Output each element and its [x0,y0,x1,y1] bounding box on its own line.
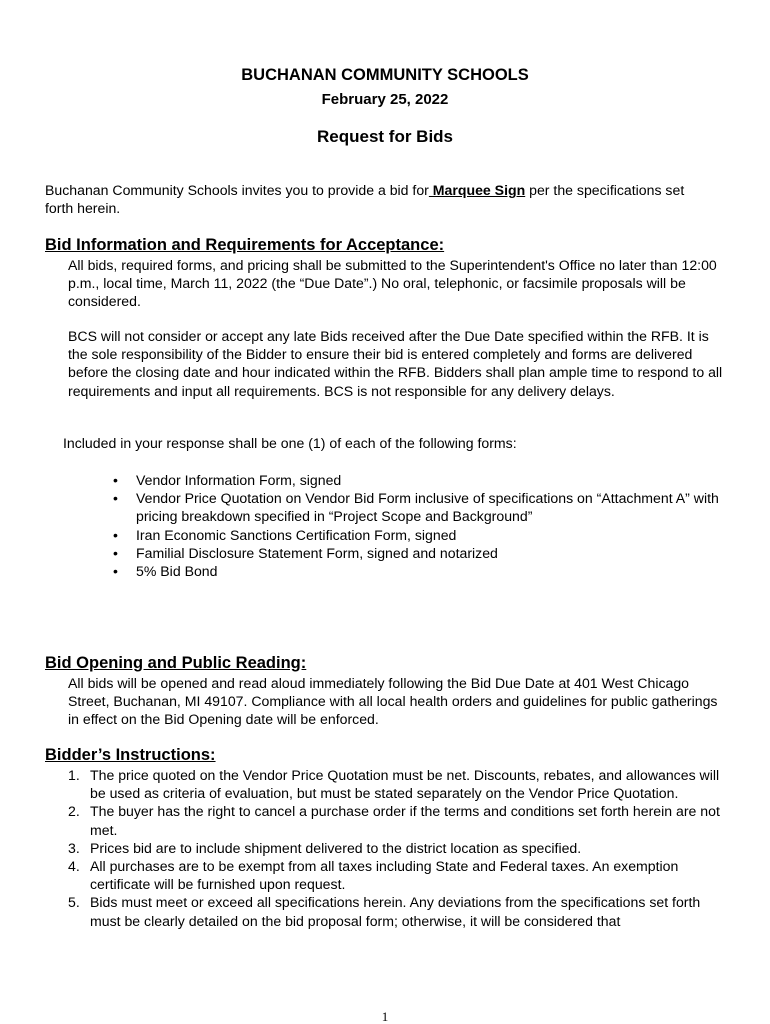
list-item-number: 4. [68,858,80,875]
list-item-number: 2. [68,803,80,820]
required-forms-intro: Included in your response shall be one (1) of each of the following forms: [63,435,517,451]
section-heading-bid-opening: Bid Opening and Public Reading: [45,654,307,672]
list-item-text: Vendor Price Quotation on Vendor Bid Form inclusive of specifications on “Attachment A” with pricing breakdown specified in “Project Scope and Background” [136,490,719,525]
list-item-text: Iran Economic Sanctions Certification Form, signed [136,526,457,543]
list-item [68,802,730,838]
section-heading-bid-information: Bid Information and Requirements for Acceptance: [45,236,445,254]
intro-item-name: Marquee Sign [428,182,526,198]
intro-text-before: Buchanan Community Schools invites you to provide a bid for [45,182,429,198]
list-item [113,526,733,544]
list-item-text: All purchases are to be exempt from all taxes including State and Federal taxes. An exemption certificate will be furnished upon request. [90,858,679,893]
organization-name: BUCHANAN COMMUNITY SCHOOLS [241,66,529,84]
list-item-text: The price quoted on the Vendor Price Quotation must be net. Discounts, rebates, and allowances will be used as criteria of evaluation, but must be stated separately on the Vendor Price Quotation. [90,767,720,802]
list-item [68,839,730,857]
list-item-text: Prices bid are to include shipment delivered to the district location as specified. [90,839,582,856]
intro-paragraph [45,181,685,217]
bullet-icon: • [113,472,118,488]
list-item-number: 1. [68,767,80,783]
bullet-icon: • [113,526,118,543]
bullet-icon: • [113,490,118,507]
list-item-text: The buyer has the right to cancel a purchase order if the terms and conditions set forth herein are not met. [90,803,720,838]
list-item [68,893,730,929]
list-item-text: 5% Bid Bond [136,563,218,580]
list-item [113,471,733,489]
document-title: Request for Bids [316,127,454,146]
list-item-number: 3. [68,839,80,856]
required-forms-list [113,471,733,580]
bid-information-paragraph-1: All bids, required forms, and pricing shall be submitted to the Superintendent's Office no later than 12:00 p.m., local time, March 11, 2022 (the “Due Date”.) No oral, telephonic, or facsimile proposals will be considered. [68,257,717,310]
list-item [113,489,733,525]
document-date: February 25, 2022 [321,91,449,108]
list-item-text: Familial Disclosure Statement Form, signed and notarized [136,544,498,561]
section-heading-bidders-instructions: Bidder’s Instructions: [45,746,216,764]
bid-opening-paragraph: All bids will be opened and read aloud immediately following the Bid Due Date at 401 West Chicago Street, Buchanan, MI 49107. Compliance with all local health orders and guidelines for public gatherings in effect on the Bid Opening date will be enforced. [68,675,718,728]
list-item [68,766,730,802]
list-item [113,544,733,562]
page-number: 1 [381,1009,389,1024]
list-item-number: 5. [68,894,80,911]
intro-text-after: per the specifications set forth herein. [45,182,685,217]
bid-information-paragraph-2: BCS will not consider or accept any late Bids received after the Due Date specified within the RFB. It is the sole responsibility of the Bidder to ensure their bid is entered completely and forms are delivered before the closing date and hour indicated within the RFB. Bidders shall plan ample time to respond to all requirements and input all requirements. BCS is not responsible for any delivery delays. [68,328,723,399]
list-item-text: Vendor Information Form, signed [136,472,342,488]
bullet-icon: • [113,563,118,580]
list-item [68,857,730,893]
bidders-instructions-list [68,766,730,930]
bullet-icon: • [113,544,118,561]
list-item-text: Bids must meet or exceed all specifications herein. Any deviations from the specifications set forth must be clearly detailed on the bid proposal form; otherwise, it will be considered that [90,894,701,929]
list-item [113,562,733,580]
